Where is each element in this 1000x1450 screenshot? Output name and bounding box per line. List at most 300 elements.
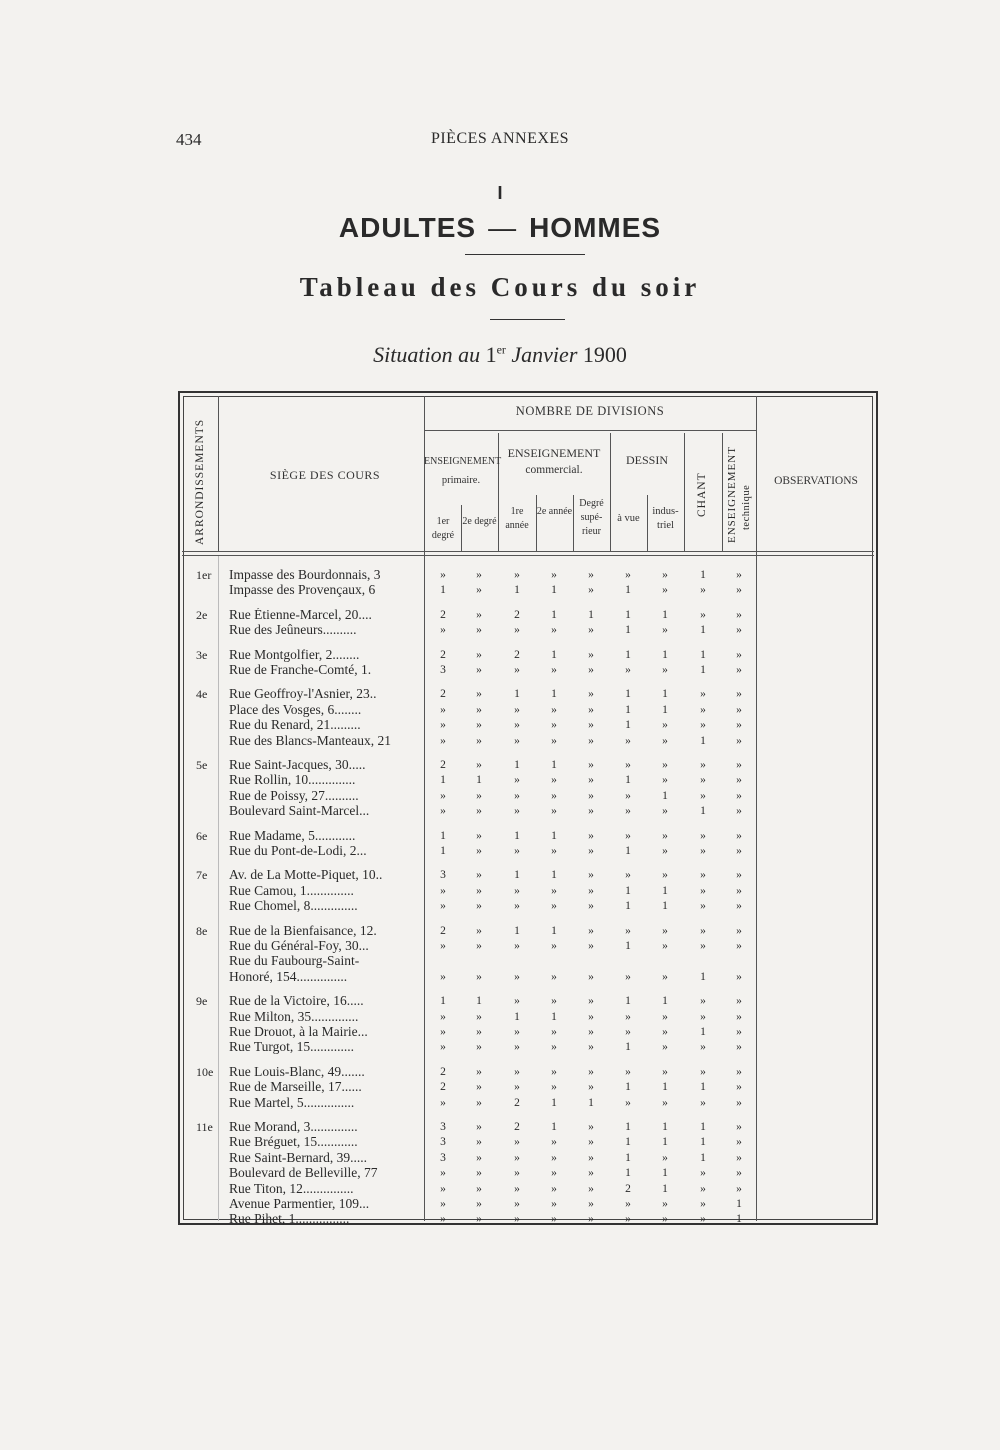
ens-technique-header-1: ENSEIGNEMENT — [726, 446, 738, 543]
row-cell: 1 — [514, 869, 520, 882]
row-cell: » — [440, 805, 446, 818]
row-cell: » — [551, 995, 557, 1008]
row-cell: 1 — [440, 774, 446, 787]
row-cell: » — [736, 1136, 742, 1149]
row-cell: » — [700, 940, 706, 952]
row-cell: 1 — [625, 648, 631, 661]
row-siege: Rue Geoffroy-l'Asnier, 23.. — [229, 687, 377, 702]
row-cell: » — [736, 829, 742, 842]
col-line — [610, 433, 611, 551]
row-cell: 1 — [625, 1121, 631, 1133]
row-cell: » — [736, 664, 742, 676]
row-cell: » — [700, 1096, 706, 1109]
row-cell: 1 — [588, 1096, 594, 1109]
row-cell: 3 — [440, 664, 446, 676]
row-cell: » — [476, 569, 482, 581]
row-cell: » — [736, 1010, 742, 1023]
row-cell: » — [514, 1026, 520, 1038]
subtitle-rule — [490, 319, 565, 320]
row-cell: » — [440, 1213, 446, 1226]
row-cell: » — [588, 734, 594, 747]
row-line — [424, 430, 756, 431]
row-cell: » — [736, 924, 742, 937]
row-cell: » — [662, 1026, 668, 1038]
dessin-industriel: indus-triel — [652, 506, 679, 531]
row-cell: » — [476, 608, 482, 621]
row-cell: » — [476, 845, 482, 857]
row-cell: » — [440, 940, 446, 952]
row-cell: » — [700, 608, 706, 621]
row-cell: » — [662, 664, 668, 676]
row-cell: » — [588, 995, 594, 1008]
row-cell: 1 — [551, 1121, 557, 1133]
row-cell: » — [625, 1065, 631, 1078]
row-cell: 1 — [700, 734, 706, 747]
col-line — [756, 396, 757, 1221]
row-cell: » — [440, 789, 446, 802]
row-siege: Rue de Poissy, 27.......... — [229, 788, 359, 803]
row-cell: 2 — [514, 1121, 520, 1133]
row-cell: » — [476, 805, 482, 818]
row-cell: » — [476, 829, 482, 842]
row-cell: » — [736, 789, 742, 802]
row-cell: » — [662, 1151, 668, 1164]
row-cell: 1 — [662, 900, 668, 913]
row-cell: 1 — [476, 774, 482, 787]
row-cell: » — [588, 624, 594, 637]
row-siege: Rue Pihet, 1................ — [229, 1212, 350, 1227]
row-cell: » — [700, 900, 706, 913]
row-cell: 1 — [625, 1167, 631, 1180]
row-cell: » — [588, 845, 594, 857]
row-siege: Avenue Parmentier, 109... — [229, 1197, 370, 1211]
row-cell: » — [736, 1081, 742, 1094]
row-cell: 1 — [625, 900, 631, 913]
row-cell: » — [440, 970, 446, 983]
row-cell: 1 — [440, 829, 446, 842]
row-cell: 1 — [625, 1136, 631, 1149]
row-cell: 1 — [625, 688, 631, 701]
row-siege: Rue Titon, 12............... — [229, 1181, 354, 1196]
row-siege: Rue Saint-Jacques, 30..... — [229, 758, 366, 772]
row-cell: » — [588, 884, 594, 897]
row-cell: » — [476, 624, 482, 637]
row-cell: » — [514, 719, 520, 732]
row-cell: » — [588, 869, 594, 882]
row-cell: » — [551, 1026, 557, 1038]
row-cell: » — [551, 1065, 557, 1078]
siege-header: SIÈGE DES COURS — [269, 468, 381, 482]
row-arrondissement: 2e — [196, 607, 208, 622]
row-cell: 1 — [662, 1136, 668, 1149]
row-siege: Impasse des Provençaux, 6 — [229, 583, 376, 598]
row-cell: » — [514, 664, 520, 676]
row-cell: 2 — [440, 759, 446, 771]
row-cell: » — [551, 1081, 557, 1094]
title-rule — [465, 254, 585, 255]
row-cell: » — [551, 970, 557, 983]
row-cell: 2 — [625, 1182, 631, 1195]
row-cell: 1 — [625, 1151, 631, 1164]
chant-header: CHANT — [696, 472, 708, 517]
row-arrondissement: 6e — [196, 828, 208, 843]
row-siege: Rue du Renard, 21......... — [229, 718, 361, 733]
row-cell: » — [662, 1041, 668, 1054]
row-cell: » — [514, 569, 520, 581]
row-siege: Rue de Marseille, 17...... — [229, 1080, 362, 1095]
row-siege: Rue Martel, 5............... — [229, 1095, 355, 1110]
row-cell: » — [700, 1182, 706, 1195]
row-cell: » — [625, 1198, 631, 1210]
title-right: HOMMES — [529, 212, 662, 243]
row-cell: » — [476, 1182, 482, 1195]
row-cell: » — [514, 734, 520, 747]
row-cell: 1 — [625, 1041, 631, 1054]
row-cell: » — [476, 1136, 482, 1149]
col-line — [684, 433, 685, 551]
row-cell: » — [514, 1081, 520, 1094]
row-cell: » — [476, 648, 482, 661]
commercial-1re-annee: 1re année — [505, 506, 529, 531]
row-cell: » — [551, 703, 557, 716]
ens-primaire-header-1: ENSEIGNEMENT — [424, 456, 502, 467]
row-cell: » — [662, 940, 668, 952]
row-cell: » — [476, 1026, 482, 1038]
row-cell: » — [476, 869, 482, 882]
row-cell: 1 — [551, 688, 557, 701]
row-cell: 1 — [700, 1081, 706, 1094]
row-cell: » — [440, 1167, 446, 1180]
row-cell: » — [588, 584, 594, 597]
row-cell: 1 — [662, 1121, 668, 1133]
row-cell: » — [551, 845, 557, 857]
row-cell: 1 — [476, 995, 482, 1008]
row-cell: » — [588, 1182, 594, 1195]
row-cell: 1 — [700, 805, 706, 818]
row-cell: » — [476, 900, 482, 913]
row-cell: 1 — [514, 924, 520, 937]
row-cell: » — [625, 829, 631, 842]
row-cell: 1 — [514, 584, 520, 597]
title-dash: — — [488, 212, 518, 243]
row-cell: » — [736, 900, 742, 913]
row-cell: » — [736, 648, 742, 661]
row-cell: » — [514, 1213, 520, 1226]
row-cell: 1 — [662, 995, 668, 1008]
situation-num: 1 — [485, 342, 497, 367]
row-cell: » — [625, 924, 631, 937]
observations-header: OBSERVATIONS — [774, 475, 858, 487]
row-cell: 3 — [440, 1136, 446, 1149]
row-cell: » — [625, 569, 631, 581]
row-cell: » — [588, 829, 594, 842]
row-cell: 1 — [662, 608, 668, 621]
row-cell: » — [588, 1041, 594, 1054]
row-cell: 1 — [662, 703, 668, 716]
running-header — [0, 130, 1000, 154]
row-cell: » — [551, 1213, 557, 1226]
row-cell: 2 — [440, 1065, 446, 1078]
section-number: I — [497, 183, 503, 203]
row-cell: » — [625, 1026, 631, 1038]
row-cell: » — [476, 1041, 482, 1054]
row-cell: » — [551, 569, 557, 581]
row-cell: » — [551, 900, 557, 913]
row-cell: 3 — [440, 1151, 446, 1164]
row-cell: 1 — [551, 608, 557, 621]
row-cell: » — [514, 1065, 520, 1078]
row-cell: » — [662, 1010, 668, 1023]
row-cell: » — [440, 569, 446, 581]
row-cell: » — [551, 1167, 557, 1180]
row-cell: » — [440, 703, 446, 716]
row-cell: 1 — [551, 759, 557, 771]
row-cell: 1 — [662, 1081, 668, 1094]
row-cell: » — [700, 1213, 706, 1226]
row-cell: » — [440, 719, 446, 732]
row-cell: 3 — [440, 1121, 446, 1133]
row-cell: » — [700, 584, 706, 597]
row-cell: » — [588, 1065, 594, 1078]
row-cell: » — [551, 624, 557, 637]
row-cell: » — [700, 1041, 706, 1054]
row-siege: Rue du Général-Foy, 30... — [229, 939, 369, 953]
row-cell: 1 — [551, 648, 557, 661]
page-number: 434 — [176, 130, 202, 149]
row-cell: » — [625, 734, 631, 747]
row-cell: » — [476, 1198, 482, 1210]
row-cell: » — [736, 584, 742, 597]
row-cell: » — [440, 1198, 446, 1210]
row-cell: 1 — [551, 829, 557, 842]
row-cell: 1 — [736, 1213, 742, 1226]
row-cell: » — [662, 584, 668, 597]
row-cell: 1 — [700, 1151, 706, 1164]
row-cell: 2 — [440, 648, 446, 661]
dessin-header: DESSIN — [625, 453, 668, 467]
row-cell: 1 — [662, 1167, 668, 1180]
row-cell: » — [514, 970, 520, 983]
row-cell: » — [476, 664, 482, 676]
row-cell: » — [588, 940, 594, 952]
row-cell: » — [588, 1081, 594, 1094]
row-cell: » — [476, 1121, 482, 1133]
row-cell: » — [588, 1121, 594, 1133]
row-cell: » — [700, 884, 706, 897]
row-cell: 1 — [625, 608, 631, 621]
row-cell: 1 — [625, 624, 631, 637]
row-cell: » — [551, 719, 557, 732]
row-cell: » — [736, 1167, 742, 1180]
row-siege: Rue Turgot, 15............. — [229, 1040, 355, 1055]
row-cell: 1 — [662, 789, 668, 802]
row-cell: 2 — [440, 1081, 446, 1094]
row-cell: 1 — [625, 884, 631, 897]
row-cell: » — [514, 845, 520, 857]
running-head: PIÈCES ANNEXES — [430, 130, 570, 147]
row-cell: 1 — [551, 1096, 557, 1109]
row-cell: » — [588, 569, 594, 581]
row-cell: » — [514, 805, 520, 818]
arrondissements-header: ARRONDISSEMENTS — [194, 418, 206, 545]
ens-commercial-header-2: commercial. — [525, 464, 583, 476]
row-cell: » — [440, 884, 446, 897]
row-cell: » — [588, 719, 594, 732]
row-cell: » — [736, 869, 742, 882]
row-cell: » — [662, 624, 668, 637]
primaire-2e-degre: 2e degré — [462, 516, 497, 527]
row-cell: 1 — [662, 688, 668, 701]
row-cell: » — [588, 1010, 594, 1023]
row-cell: » — [440, 1010, 446, 1023]
row-arrondissement: 1er — [196, 568, 212, 582]
row-siege: Boulevard Saint-Marcel... — [229, 804, 370, 819]
row-cell: 1 — [440, 584, 446, 597]
commercial-2e-annee: 2e année — [536, 506, 573, 517]
row-cell: » — [625, 1213, 631, 1226]
row-arrondissement: 7e — [196, 868, 208, 883]
row-cell: » — [736, 805, 742, 818]
row-cell: » — [736, 845, 742, 857]
row-cell: 1 — [514, 829, 520, 842]
row-cell: » — [736, 1151, 742, 1164]
row-cell: » — [736, 1096, 742, 1109]
row-cell: » — [514, 1182, 520, 1195]
row-cell: » — [551, 884, 557, 897]
row-cell: » — [736, 608, 742, 621]
row-cell: » — [514, 774, 520, 787]
situation-prefix: Situation au — [373, 342, 486, 367]
row-cell: 1 — [551, 869, 557, 882]
row-cell: » — [514, 900, 520, 913]
row-cell: » — [736, 970, 742, 983]
row-cell: 1 — [625, 995, 631, 1008]
row-cell: 1 — [551, 584, 557, 597]
row-cell: » — [700, 829, 706, 842]
row-cell: » — [514, 703, 520, 716]
row-cell: 3 — [440, 869, 446, 882]
nombre-divisions-header: NOMBRE DE DIVISIONS — [515, 404, 665, 418]
row-cell: 2 — [440, 924, 446, 937]
row-cell: 1 — [551, 924, 557, 937]
row-cell: » — [662, 1096, 668, 1109]
row-arrondissement: 11e — [196, 1120, 213, 1134]
main-title — [0, 212, 1000, 244]
row-cell: » — [736, 940, 742, 952]
row-cell: 1 — [440, 995, 446, 1008]
row-cell: » — [700, 845, 706, 857]
col-line — [536, 495, 537, 551]
row-cell: » — [514, 1136, 520, 1149]
row-cell: » — [662, 1198, 668, 1210]
row-cell: » — [736, 734, 742, 747]
row-cell: » — [588, 924, 594, 937]
row-cell: » — [514, 1151, 520, 1164]
row-cell: » — [700, 1010, 706, 1023]
situation-sup: er — [496, 342, 506, 357]
row-siege: Rue Bréguet, 15............ — [229, 1135, 358, 1150]
header-bottom-line — [182, 555, 874, 556]
row-cell: » — [588, 648, 594, 661]
row-cell: 1 — [700, 1026, 706, 1038]
row-cell: » — [588, 703, 594, 716]
col-line — [722, 433, 723, 551]
row-siege: Rue Montgolfier, 2........ — [229, 647, 360, 662]
row-cell: » — [514, 624, 520, 637]
row-cell: » — [700, 869, 706, 882]
row-arrondissement: 3e — [196, 647, 208, 662]
row-cell: » — [440, 1026, 446, 1038]
row-cell: » — [476, 703, 482, 716]
row-cell: » — [625, 1010, 631, 1023]
row-cell: » — [736, 1182, 742, 1195]
row-siege: Rue du Pont-de-Lodi, 2... — [229, 844, 367, 858]
row-cell: » — [551, 1041, 557, 1054]
row-cell: » — [736, 569, 742, 581]
row-cell: » — [476, 789, 482, 802]
row-cell: » — [625, 805, 631, 818]
row-cell: » — [662, 774, 668, 787]
row-cell: » — [588, 900, 594, 913]
row-cell: » — [440, 1041, 446, 1054]
row-cell: » — [588, 1151, 594, 1164]
row-cell: » — [736, 995, 742, 1008]
row-cell: 2 — [514, 648, 520, 661]
row-cell: » — [662, 970, 668, 983]
row-cell: » — [476, 1213, 482, 1226]
primaire-1er-degre: 1er degré — [431, 516, 455, 541]
row-cell: 1 — [662, 884, 668, 897]
row-cell: » — [551, 1136, 557, 1149]
row-siege: Honoré, 154............... — [229, 969, 348, 984]
row-cell: 1 — [440, 845, 446, 857]
row-cell: 1 — [551, 1010, 557, 1023]
row-cell: » — [700, 688, 706, 701]
row-siege: Rue de la Bienfaisance, 12. — [229, 923, 377, 938]
dessin-a-vue: à vue — [617, 513, 640, 524]
row-cell: » — [551, 940, 557, 952]
row-siege: Rue Saint-Bernard, 39..... — [229, 1150, 367, 1165]
row-cell: » — [736, 1121, 742, 1133]
row-cell: » — [440, 900, 446, 913]
row-cell: » — [440, 734, 446, 747]
row-cell: » — [551, 789, 557, 802]
row-cell: 1 — [700, 624, 706, 637]
row-cell: » — [662, 924, 668, 937]
row-cell: » — [514, 1198, 520, 1210]
row-cell: » — [588, 1213, 594, 1226]
row-siege: Rue Madame, 5............ — [229, 828, 356, 843]
row-siege: Rue Louis-Blanc, 49....... — [229, 1064, 365, 1079]
row-cell: » — [476, 584, 482, 597]
header-bottom-line — [182, 551, 874, 552]
row-cell: » — [662, 845, 668, 857]
row-siege: Boulevard de Belleville, 77 — [229, 1166, 378, 1181]
row-siege: Rue Milton, 35.............. — [229, 1009, 359, 1024]
row-cell: » — [476, 1010, 482, 1023]
row-cell: 1 — [588, 608, 594, 621]
row-cell: » — [588, 688, 594, 701]
row-cell: » — [588, 805, 594, 818]
row-cell: » — [476, 734, 482, 747]
row-cell: » — [514, 1041, 520, 1054]
row-cell: » — [662, 719, 668, 732]
row-cell: 1 — [625, 703, 631, 716]
row-cell: » — [476, 1151, 482, 1164]
row-cell: » — [700, 995, 706, 1008]
row-cell: » — [736, 1026, 742, 1038]
row-cell: » — [440, 1096, 446, 1109]
